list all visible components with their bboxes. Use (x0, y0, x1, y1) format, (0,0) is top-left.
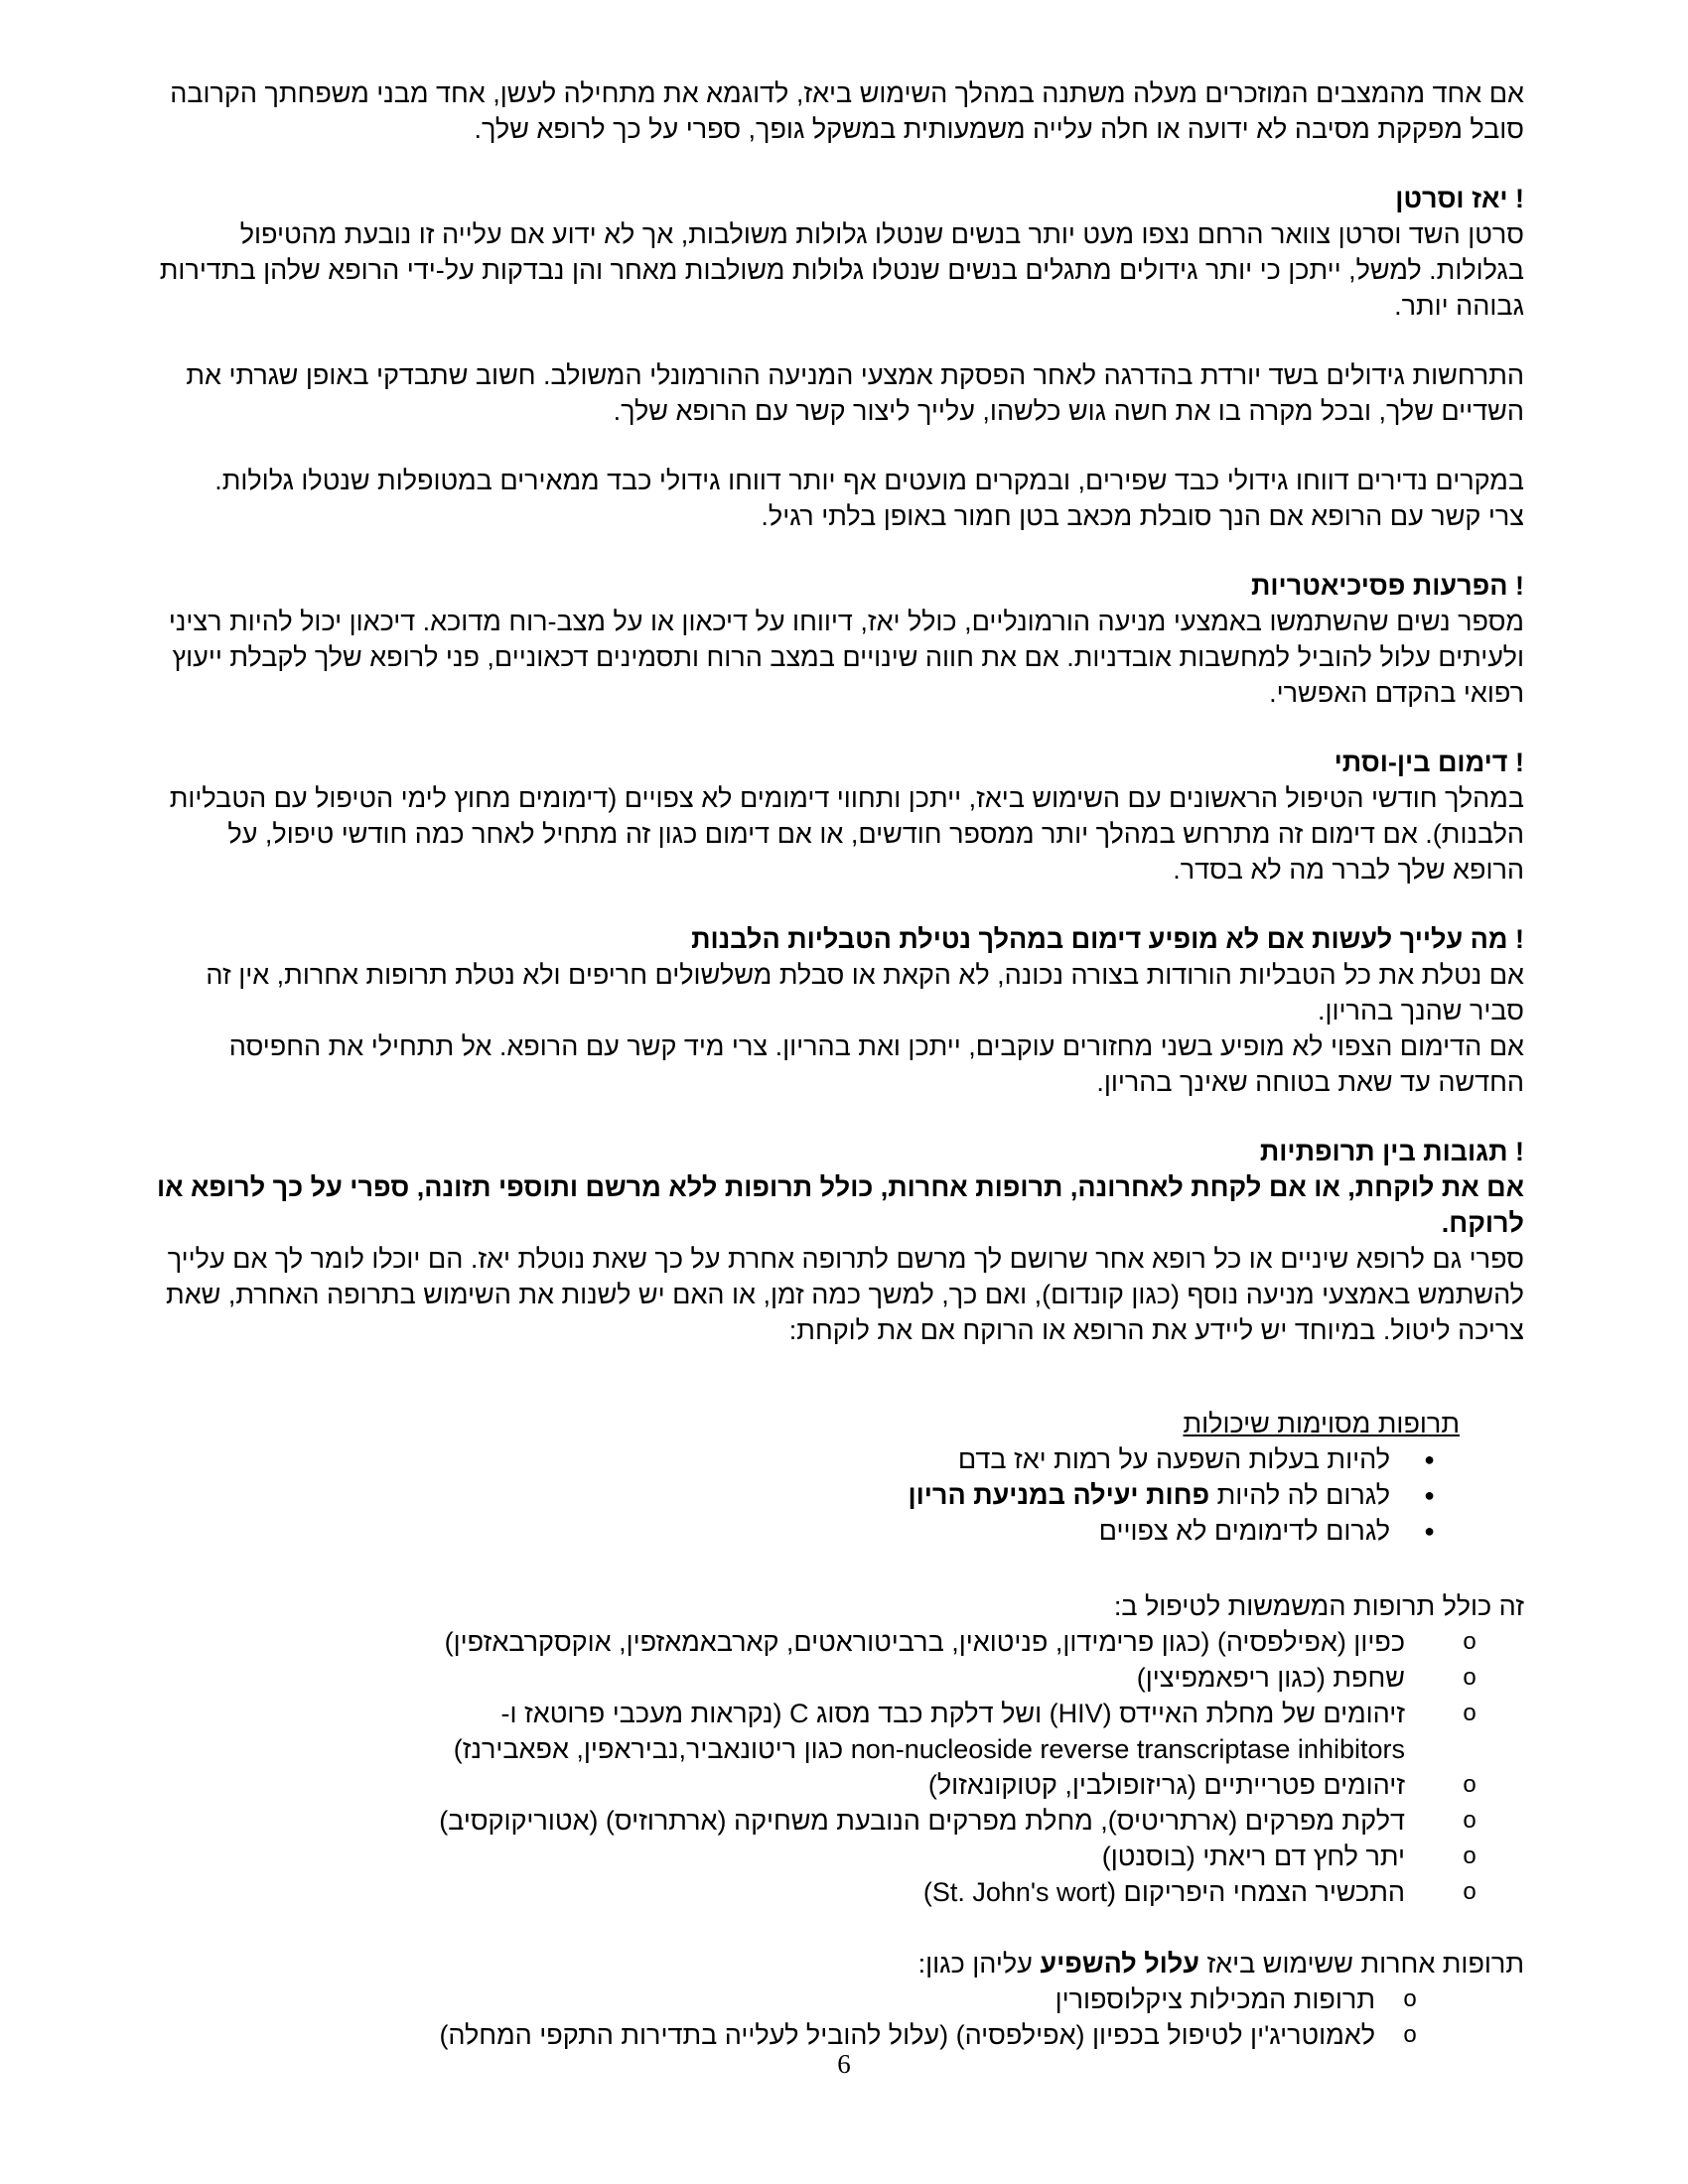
intro-paragraph: אם אחד מהמצבים המוזכרים מעלה משתנה במהלך השימוש ביאז, לדוגמא את מתחילה לעשן, אחד מבני משפחתך הקרובה סובל מפקקת מסיבה לא ידועה או חלה עלייה משמעותית במשקל גופך, ספרי על כך לרופא שלך. (170, 78, 1524, 144)
circle-bullet-icon: o (1463, 1807, 1477, 1834)
circle-bullet-icon: o (1403, 1985, 1417, 2012)
list-item (149, 1513, 1435, 1549)
no-bleeding-paragraph-1: אם נטלת את כל הטבליות הורודות בצורה נכונה, לא הקאת או סבלת משלשולים חריפים ולא נטלת תרופות אחרות, אין זה סביר שהנך בהריון. (206, 960, 1524, 1025)
contact-doctor-text: צרי קשר עם הרופא אם הנך סובלת מכאב בטן חמור באופן בלתי רגיל. (761, 501, 1524, 531)
leaflet-page (149, 75, 1524, 2053)
list-item (149, 1696, 1484, 1767)
list-item-text: זיהומים של מחלת האיידס (HIV) ושל דלקת כבד מסוג C (נקראות מעכבי פרוטאז ו- (500, 1699, 1405, 1728)
circle-bullet-icon: o (1463, 1771, 1477, 1798)
list-item-text: זיהומים פטרייתיים (גריזופולבין, קטוקונאזול) (927, 1770, 1405, 1800)
list-item-text: יתר לחץ דם ריאתי (בוסנטן) (1101, 1842, 1405, 1871)
list-item-bold-text: פחות יעילה במניעת הריון (908, 1480, 1210, 1510)
list-item (149, 1803, 1484, 1839)
interactions-bold-paragraph: אם את לוקחת, או אם לקחת לאחרונה, תרופות אחרות, כולל תרופות ללא מרשם ותוספי תזונה, ספרי על כך לרופא או לרוקח. (156, 1172, 1524, 1238)
no-bleeding-paragraph-2: אם הדימום הצפוי לא מופיע בשני מחזורים עוקבים, ייתכן ואת בהריון. צרי מיד קשר עם הרופא. אל תתחילי את החפיסה החדשה עד שאת בטוחה שאינך בהריון. (228, 1031, 1524, 1097)
drugs-subtitle: תרופות מסוימות שיכולות (1183, 1409, 1460, 1438)
interactions-heading: ! תגובות בין תרופתיות (1259, 1137, 1524, 1166)
affected-intro-bold: עלול להשפיע (1040, 1949, 1199, 1979)
list-item-text: להיות בעלות השפעה על רמות יאז בדם (957, 1444, 1390, 1474)
cancer-paragraph-3 (149, 463, 1524, 534)
list-item-text: התכשיר הצמחי היפריקום (St. John's wort) (922, 1877, 1405, 1907)
list-item (149, 1981, 1425, 2017)
affected-drugs-list (149, 1981, 1425, 2053)
psych-heading: ! הפרעות פסיכיאטריות (1251, 571, 1524, 601)
list-item-text: דלקת מפרקים (ארתריטיס), מחלת מפרקים הנובעת משחיקה (ארתרוזיס) (אטוריקוקסיב) (439, 1806, 1405, 1836)
list-item-text: תרופות המכילות ציקלוספורין (1055, 1984, 1375, 2014)
affected-drugs-intro (149, 1946, 1524, 1981)
affected-intro-prefix: תרופות אחרות ששימוש ביאז (1198, 1949, 1524, 1979)
list-item-text: non-nucleoside reverse transcriptase inhibitors כגון ריטונאביר,נביראפין, אפאבירנז) (453, 1734, 1405, 1764)
list-item-text: לגרום לדימומים לא צפויים (1098, 1516, 1390, 1546)
circle-bullet-icon: o (1463, 1878, 1477, 1905)
circle-bullet-icon: o (1463, 1628, 1477, 1655)
list-item (149, 1624, 1484, 1660)
psych-paragraph: מספר נשים שהשתמשו באמצעי מניעה הורמונליים, כולל יאז, דיווחו על דיכאון או על מצב-רוח מדוכא. דיכאון יכול להיות רציני ולעיתים עלול להוביל למחשבות אובדניות. אם את חווה שינויים במצב הרוח ותסמינים דכאוניים, פני לרופא שלך לקבלת ייעוץ רפואי בהקדם האפשרי. (168, 607, 1524, 708)
list-item-text: שחפת (כגון ריפאמפיצין) (1136, 1663, 1405, 1693)
cancer-heading: ! יאז וסרטן (1395, 184, 1524, 213)
affected-intro-suffix: עליהן כגון: (917, 1949, 1041, 1979)
circle-bullet-icon: o (1463, 1700, 1477, 1726)
cancer-paragraph-2: התרחשות גידולים בשד יורדת בהדרגה לאחר הפסקת אמצעי המניעה ההורמונלי המשולב. חשוב שתבדקי באופן שגרתי את השדיים שלך, ובכל מקרה בו את חשה גוש כלשהו, עלייך ליצור קשר עם הרופא שלך. (186, 360, 1524, 426)
drug-effects-list (149, 1441, 1435, 1549)
no-bleeding-heading: ! מה עלייך לעשות אם לא מופיע דימום במהלך נטילת הטבליות הלבנות (691, 924, 1524, 954)
list-item (149, 1874, 1484, 1910)
list-item (149, 1441, 1435, 1477)
includes-intro: זה כולל תרופות המשמשות לטיפול ב: (1113, 1591, 1524, 1621)
list-item-text: לאמוטריג'ין לטיפול בכפיון (אפילפסיה) (עלול להוביל לעלייה בתדירות התקפי המחלה) (439, 2020, 1375, 2050)
bleeding-heading: ! דימום בין-וסתי (1334, 748, 1524, 777)
circle-bullet-icon: o (1463, 1843, 1477, 1869)
list-item (149, 1839, 1484, 1874)
cancer-paragraph-1: סרטן השד וסרטן צוואר הרחם נצפו מעט יותר בנשים שנטלו גלולות משולבות, אך לא ידוע אם עלייה זו נובעת מהטיפול בגלולות. למשל, ייתכן כי יותר גידולים מתגלים בנשים שנטלו גלולות משולבות מאחר והן נבדקות על-ידי הרופא שלהן בתדירות גבוהה יותר. (159, 219, 1524, 321)
circle-bullet-icon: o (1403, 2021, 1417, 2048)
page-number: 6 (837, 2049, 851, 2079)
list-item (149, 1660, 1484, 1696)
list-item-text: לגרום לה להיות (1209, 1480, 1390, 1510)
list-item (149, 1767, 1484, 1803)
list-item (149, 2017, 1425, 2053)
conditions-list (149, 1624, 1484, 1910)
bleeding-paragraph: במהלך חודשי הטיפול הראשונים עם השימוש ביאז, ייתכן ותחווי דימומים לא צפויים (דימומים מחוץ לימי הטיפול עם הטבליות הלבנות). אם דימום זה מתרחש במהלך יותר ממספר חודשים, או אם דימום כגון זה מתחיל לאחר כמה חודשי טיפול, על הרופא שלך לברר מה לא בסדר. (169, 783, 1524, 885)
list-item-text: כפיון (אפילפסיה) (כגון פרימידון, פניטואין, ברביטוראטים, קארבאמאזפין, אוקסקרבאזפין) (444, 1627, 1405, 1657)
liver-tumors-text: במקרים נדירים דווחו גידולי כבד שפירים, ובמקרים מועטים אף יותר דווחו גידולי כבד ממאירים במטופלות שנטלו גלולות. (214, 466, 1524, 495)
interactions-paragraph: ספרי גם לרופא שיניים או כל רופא אחר שרושם לך מרשם לתרופה אחרת על כך שאת נוטלת יאז. הם יוכלו לומר לך אם עלייך להשתמש באמצעי מניעה נוסף (כגון קונדום), ואם כך, למשך כמה זמן, או האם יש לשנות את השימוש בתרופה האחרת, שאת צריכה ליטול. במיוחד יש ליידע את הרופא או הרוקח אם את לוקחת: (166, 1244, 1524, 1345)
list-item (149, 1477, 1435, 1513)
circle-bullet-icon: o (1463, 1664, 1477, 1691)
